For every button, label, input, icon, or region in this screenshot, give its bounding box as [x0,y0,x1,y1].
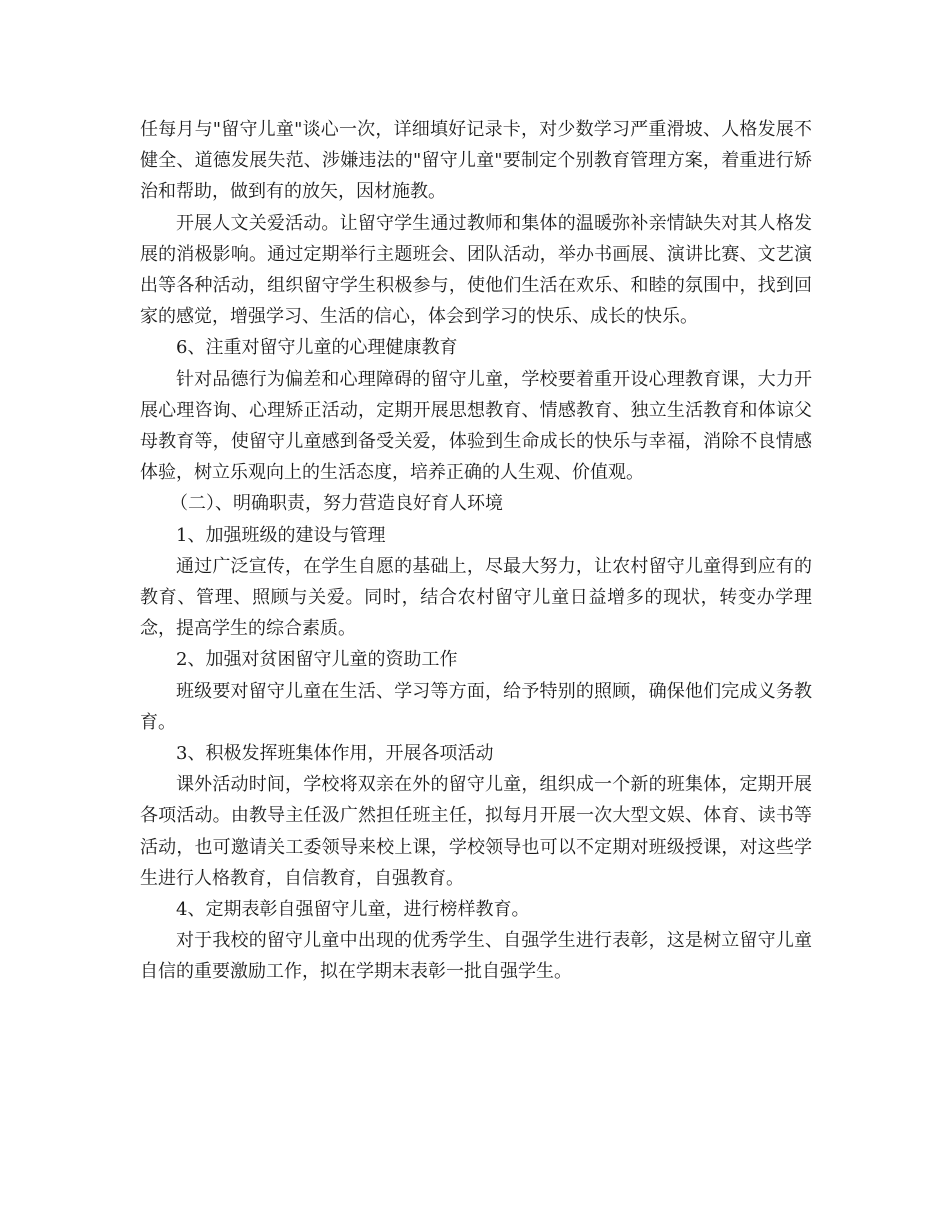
section-heading-part-2: （二）、明确职责，努力营造良好育人环境 [170,493,503,515]
section-heading-4: 4、定期表彰自强留守儿童，进行榜样教育。 [176,899,530,921]
section-heading-1: 1、加强班级的建设与管理 [176,524,386,546]
section-heading-6: 6、注重对留守儿童的心理健康教育 [176,337,458,359]
section-heading-3: 3、积极发挥班集体作用，开展各项活动 [176,743,494,765]
paragraph-poverty-aid: 班级要对留守儿童在生活、学习等方面，给予特别的照顾，确保他们完成义务教育。 [140,680,812,733]
paragraph-commendation: 对于我校的留守儿童中出现的优秀学生、自强学生进行表彰，这是树立留守儿童自信的重要激励工作，拟在学期末表彰一批自强学生。 [140,930,812,983]
paragraph-humanistic-care: 开展人文关爱活动。让留守学生通过教师和集体的温暖弥补亲情缺失对其人格发展的消极影响。通过定期举行主题班会、团队活动，举办书画展、演讲比赛、文艺演出等各种活动，组织留守学生积极参与，使他们生活在欢乐、和睦的氛围中，找到回家的感觉，增强学习、生活的信心，体会到学习的快乐、成长的快乐。 [140,212,812,328]
paragraph-class-management: 通过广泛宣传，在学生自愿的基础上，尽最大努力，让农村留守儿童得到应有的教育、管理、照顾与关爱。同时，结合农村留守儿童日益增多的现状，转变办学理念，提高学生的综合素质。 [140,555,812,640]
document-body [140,114,812,988]
paragraph-class-activities: 课外活动时间，学校将双亲在外的留守儿童，组织成一个新的班集体，定期开展各项活动。由教导主任汲广然担任班主任，拟每月开展一次大型文娱、体育、读书等活动，也可邀请关工委领导来校上课，学校领导也可以不定期对班级授课，对这些学生进行人格教育，自信教育，自强教育。 [140,774,812,889]
paragraph-continuation: 任每月与"留守儿童"谈心一次，详细填好记录卡，对少数学习严重滑坡、人格发展不健全、道德发展失范、涉嫌违法的"留守儿童"要制定个别教育管理方案，着重进行矫治和帮助，做到有的放矢，因材施教。 [140,119,812,203]
section-heading-2: 2、加强对贫困留守儿童的资助工作 [176,649,458,671]
paragraph-mental-health: 针对品德行为偏差和心理障碍的留守儿童，学校要着重开设心理教育课，大力开展心理咨询、心理矫正活动，定期开展思想教育、情感教育、独立生活教育和体谅父母教育等，使留守儿童感到备受关爱，体验到生命成长的快乐与幸福，消除不良情感体验，树立乐观向上的生活态度，培养正确的人生观、价值观。 [140,368,812,484]
